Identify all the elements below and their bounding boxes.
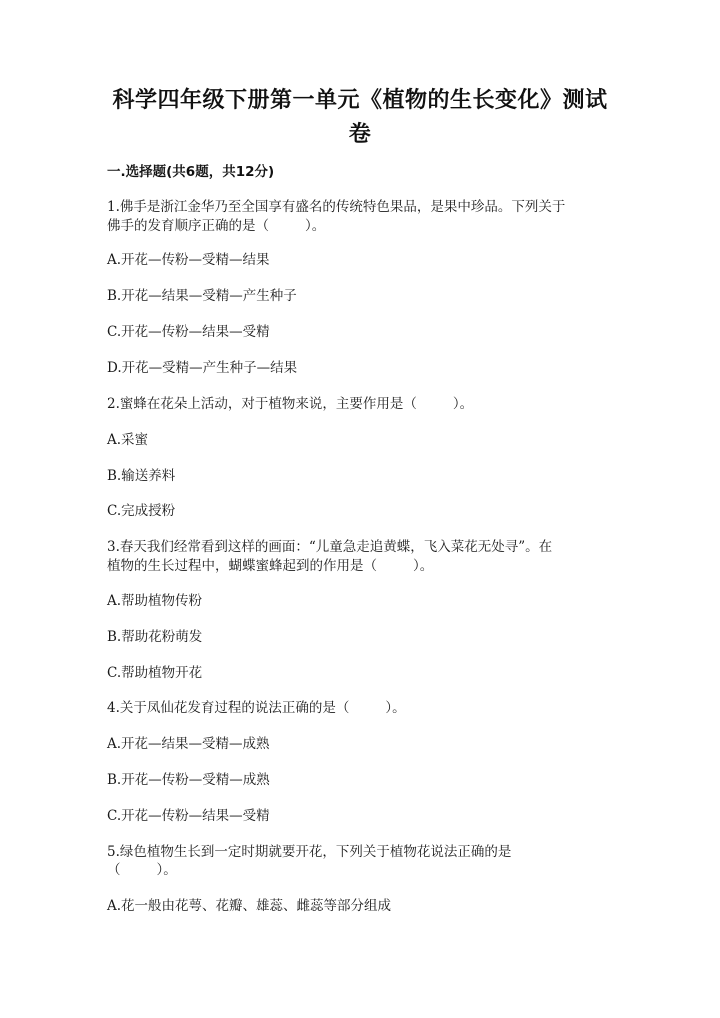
question-3-option-c: C.帮助植物开花 <box>107 665 203 681</box>
question-1-option-c: C.开花—传粉—结果—受精 <box>107 324 270 340</box>
question-2-option-b: B.输送养料 <box>107 468 176 484</box>
question-4-stem-close: ）。 <box>385 700 406 716</box>
title-line-2: 卷 <box>348 122 372 147</box>
question-1-option-b: B.开花—结果—受精—产生种子 <box>107 288 297 304</box>
question-1-stem-text: 佛手的发育顺序正确的是（ <box>107 218 269 234</box>
question-3-stem-line-2 <box>107 555 617 577</box>
question-2-option-a: A.采蜜 <box>107 432 149 448</box>
section-heading: 一.选择题(共6题，共12分) <box>107 164 275 180</box>
question-1-option-a: A.开花—传粉—受精—结果 <box>107 252 270 268</box>
question-1-stem-line-1: 1.佛手是浙江金华乃至全国享有盛名的传统特色果品，是果中珍品。下列关于 <box>107 199 566 215</box>
question-2-stem-close: ）。 <box>452 396 474 412</box>
question-1-stem-close: ）。 <box>305 218 326 234</box>
question-5-stem-open: （ <box>107 862 121 878</box>
question-5-stem-line-2 <box>107 859 617 881</box>
question-2-stem-text: 2.蜜蜂在花朵上活动，对于植物来说，主要作用是（ <box>107 396 417 412</box>
question-1-stem-line-2 <box>107 215 617 237</box>
page-title <box>100 84 620 152</box>
question-1-option-d: D.开花—受精—产生种子—结果 <box>107 360 298 376</box>
question-3-stem-line-1: 3.春天我们经常看到这样的画面：“儿童急走追黄蝶，飞入菜花无处寻”。在 <box>107 539 553 555</box>
question-4-stem-text: 4.关于凤仙花发育过程的说法正确的是（ <box>107 700 350 716</box>
question-3-stem-text: 植物的生长过程中，蝴蝶蜜蜂起到的作用是（ <box>107 558 377 574</box>
title-line-1: 科学四年级下册第一单元《植物的生长变化》测试 <box>112 88 608 113</box>
question-5-option-a: A.花一般由花萼、花瓣、雄蕊、雌蕊等部分组成 <box>107 898 392 914</box>
question-4-option-c: C.开花—传粉—结果—受精 <box>107 808 270 824</box>
question-4-option-a: A.开花—结果—受精—成熟 <box>107 736 270 752</box>
question-5-stem-line-1: 5.绿色植物生长到一定时期就要开花，下列关于植物花说法正确的是 <box>107 844 512 860</box>
question-3-option-a: A.帮助植物传粉 <box>107 593 203 609</box>
question-4-stem <box>107 697 617 719</box>
question-2-stem <box>107 393 617 415</box>
question-3-option-b: B.帮助花粉萌发 <box>107 629 203 645</box>
question-2-option-c: C.完成授粉 <box>107 503 176 519</box>
question-4-option-b: B.开花—传粉—受精—成熟 <box>107 772 270 788</box>
question-5-stem-close: ）。 <box>156 862 177 878</box>
question-3-stem-close: ）。 <box>413 558 434 574</box>
